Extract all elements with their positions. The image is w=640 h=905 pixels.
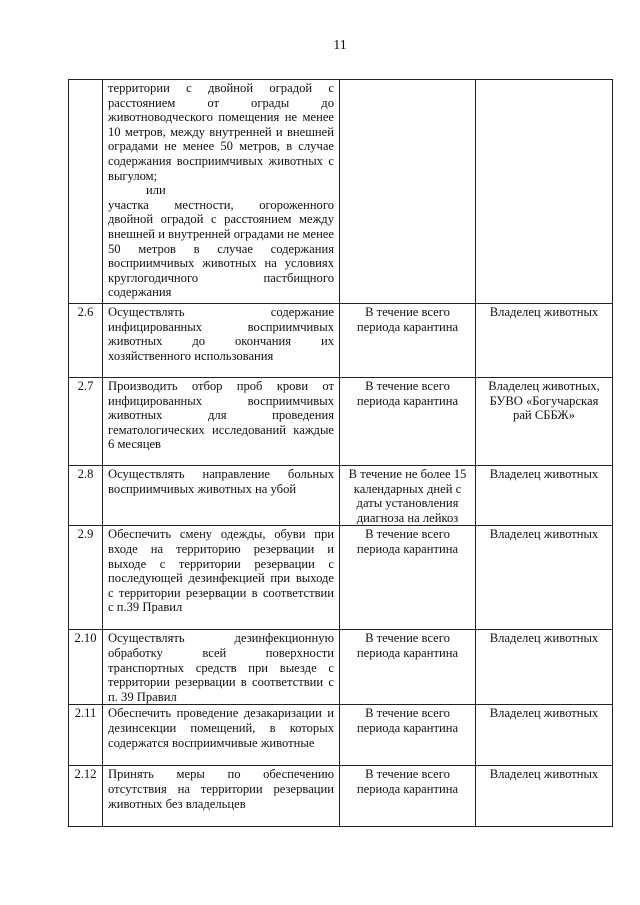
table-row — [69, 526, 613, 630]
action-cell: Осуществлять содержание инфицированных восприимчивых животных до окончания их хозяйственного использования — [103, 304, 340, 378]
action-cell: Принять меры по обеспечению отсутствия на территории резервации животных без владельцев — [103, 766, 340, 827]
responsible-cell: Владелец животных — [476, 526, 613, 630]
responsible-cell: Владелец животных — [476, 466, 613, 526]
responsible-cell: Владелец животных — [476, 304, 613, 378]
responsible-cell: Владелец животных, БУВО «Богучарская рай СББЖ» — [476, 378, 613, 466]
term-cell: В течение всего периода карантина — [340, 304, 476, 378]
page-number: 11 — [333, 38, 347, 53]
row-number-cell: 2.10 — [69, 630, 103, 705]
row-number-cell: 2.7 — [69, 378, 103, 466]
row-number-cell: 2.11 — [69, 705, 103, 766]
row-number-cell: 2.9 — [69, 526, 103, 630]
row-number-cell: 2.12 — [69, 766, 103, 827]
measures-table — [68, 79, 613, 827]
term-cell: В течение не более 15 календарных дней с даты установления диагноза на лейкоз — [340, 466, 476, 526]
action-cell: Производить отбор проб крови от инфицированных восприимчивых животных для проведения гематологических исследований каждые 6 месяцев — [103, 378, 340, 466]
responsible-cell: Владелец животных — [476, 766, 613, 827]
table-row — [69, 705, 613, 766]
action-cell: Осуществлять дезинфекционную обработку всей поверхности транспортных средств при выезде с территории резервации в соответствии с п. 39 Правил — [103, 630, 340, 705]
action-cell: Обеспечить проведение дезакаризации и дезинсекции помещений, в которых содержатся восприимчивые животные — [103, 705, 340, 766]
action-cell: Обеспечить смену одежды, обуви при входе на территорию резервации и выходе с территории резервации с последующей дезинфекцией при выходе с территории резервации в соответствии с п.39 Правил — [103, 526, 340, 630]
responsible-cell — [476, 80, 613, 304]
term-cell: В течение всего периода карантина — [340, 630, 476, 705]
action-paragraph: или — [146, 183, 166, 198]
row-number-cell: 2.8 — [69, 466, 103, 526]
table-row — [69, 630, 613, 705]
responsible-cell: Владелец животных — [476, 630, 613, 705]
row-number-cell: 2.6 — [69, 304, 103, 378]
row-number-cell — [69, 80, 103, 304]
table-row — [69, 304, 613, 378]
term-cell: В течение всего периода карантина — [340, 766, 476, 827]
action-paragraph: территории с двойной оградой с расстоянием от ограды до животноводческого помещения не менее 10 метров, между внутренней и внешней оградами не менее 50 метров, в случае содержания восприимчивых животных с выгулом; — [108, 81, 334, 183]
term-cell: В течение всего периода карантина — [340, 705, 476, 766]
action-cell: Осуществлять направление больных восприимчивых животных на убой — [103, 466, 340, 526]
term-cell: В течение всего периода карантина — [340, 526, 476, 630]
action-paragraph: участка местности, огороженного двойной оградой с расстоянием между внешней и внутренней оградами не менее 50 метров в случае содержания восприимчивых животных на условиях круглогодичного пастбищного содержания — [108, 197, 334, 300]
action-cell — [103, 80, 340, 304]
table-row — [69, 766, 613, 827]
table-row — [69, 378, 613, 466]
term-cell — [340, 80, 476, 304]
responsible-cell: Владелец животных — [476, 705, 613, 766]
table-row — [69, 466, 613, 526]
table-row — [69, 80, 613, 304]
term-cell: В течение всего периода карантина — [340, 378, 476, 466]
